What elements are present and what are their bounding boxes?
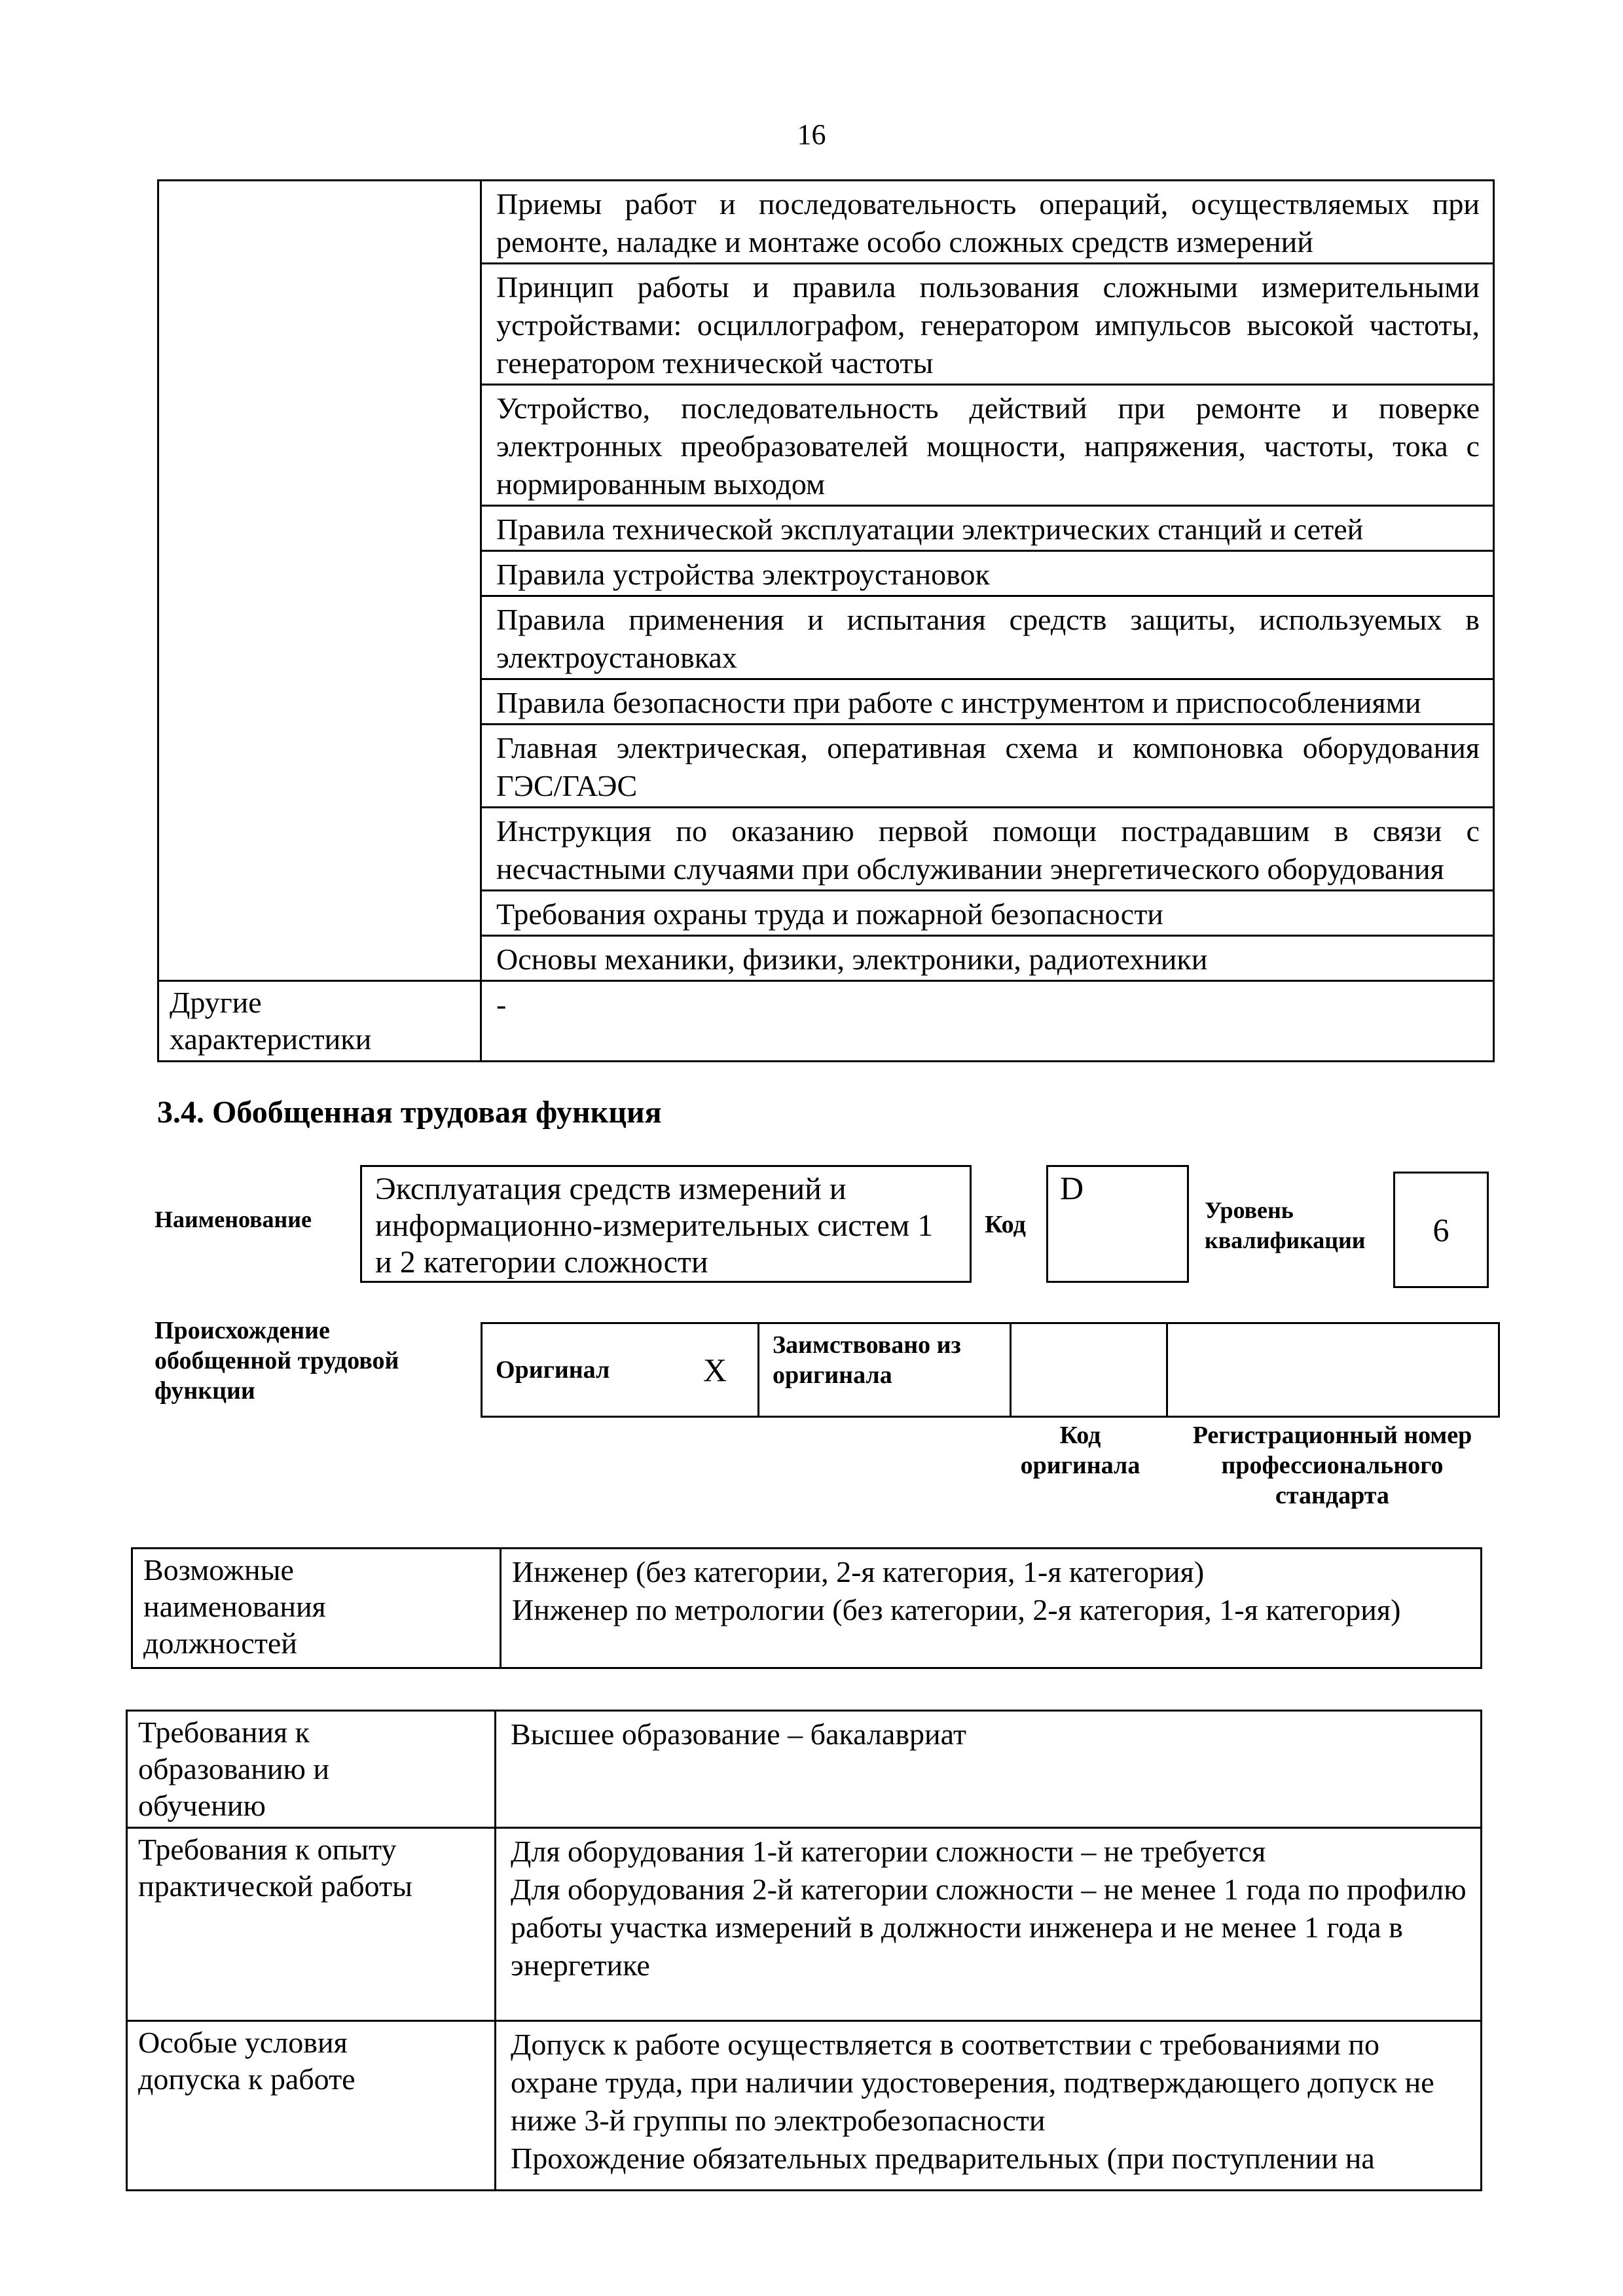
name-value: Эксплуатация средств измерений и информационно-измерительных систем 1 и 2 категории сложности [375, 1172, 934, 1280]
code-label: Код [985, 1211, 1026, 1238]
education-value: Высшее образование – бакалавриат [496, 1711, 1482, 1828]
knowledge-left-column [158, 181, 481, 981]
knowledge-row: Правила устройства электроустановок [481, 551, 1494, 596]
knowledge-row: Главная электрическая, оперативная схема и компоновка оборудования ГЭС/ГАЭС [481, 725, 1494, 808]
section-title: 3.4. Обобщенная трудовая функция [157, 1095, 662, 1130]
knowledge-row: Инструкция по оказанию первой помощи пострадавшим в связи с несчастными случаями при обслуживании энергетического оборудования [481, 808, 1494, 891]
knowledge-row: Основы механики, физики, электроники, радиотехники [481, 936, 1494, 981]
page-number: 16 [797, 118, 826, 151]
reg-number-cell [1167, 1323, 1499, 1417]
level-label: Уровень квалификации [1205, 1197, 1366, 1253]
positions-table [131, 1547, 1482, 1669]
level-box [1393, 1172, 1489, 1288]
knowledge-row: Приемы работ и последовательность операций, осуществляемых при ремонте, наладке и монтаже особо сложных средств измерений [481, 181, 1494, 264]
experience-value: Для оборудования 1-й категории сложности – не требуется Для оборудования 2-й категории сложности – не менее 1 года по профилю работы участка измерений в должности инженера и не менее 1 года в энергетике [496, 1828, 1482, 2021]
borrowed-cell: Заимствовано из оригинала [759, 1323, 1011, 1417]
level-value: 6 [1432, 1211, 1450, 1248]
other-characteristics-label: Другие характеристики [158, 981, 481, 1062]
position-line: Инженер (без категории, 2-я категория, 1-я категория) [512, 1555, 1205, 1588]
knowledge-row: Требования охраны труда и пожарной безопасности [481, 891, 1494, 936]
knowledge-row: Устройство, последовательность действий при ремонте и поверке электронных преобразователей мощности, напряжения, частоты, тока с нормированным выходом [481, 385, 1494, 506]
education-label: Требования к образованию и обучению [127, 1711, 496, 1828]
original-mark: X [702, 1352, 727, 1388]
code-original-caption: Код оригинала [1020, 1422, 1140, 1479]
code-box [1046, 1165, 1189, 1283]
positions-label: Возможные наименования должностей [132, 1549, 501, 1668]
experience-label: Требования к опыту практической работы [127, 1828, 496, 2021]
admission-value: Допуск к работе осуществляется в соответствии с требованиями по охране труда, при наличии удостоверения, подтверждающего допуск не ниже 3-й группы по электробезопасности Прохождение обязательных предварительных (при поступлении на [496, 2021, 1482, 2191]
origin-table [481, 1322, 1500, 1418]
requirements-table [126, 1710, 1482, 2191]
position-line: Инженер по метрологии (без категории, 2-я категория, 1-я категория) [512, 1593, 1401, 1626]
code-value: D [1060, 1170, 1084, 1206]
origin-label: Происхождение обобщенной трудовой функции [155, 1317, 399, 1405]
admission-label: Особые условия допуска к работе [127, 2021, 496, 2191]
knowledge-row: Правила технической эксплуатации электрических станций и сетей [481, 506, 1494, 551]
knowledge-table [157, 179, 1495, 1062]
name-label: Наименование [155, 1206, 312, 1232]
code-original-cell [1011, 1323, 1167, 1417]
positions-value [501, 1549, 1482, 1668]
name-box [360, 1165, 972, 1283]
original-mark-cell [672, 1323, 759, 1417]
other-characteristics-value: - [481, 981, 1494, 1062]
original-label-cell: Оригинал [482, 1323, 673, 1417]
knowledge-row: Правила безопасности при работе с инструментом и приспособлениями [481, 679, 1494, 725]
knowledge-row: Правила применения и испытания средств защиты, используемых в электроустановках [481, 596, 1494, 679]
knowledge-row: Принцип работы и правила пользования сложными измерительными устройствами: осциллографом, генератором импульсов высокой частоты, генератором технической частоты [481, 264, 1494, 385]
reg-number-caption: Регистрационный номер профессионального стандарта [1192, 1422, 1472, 1509]
